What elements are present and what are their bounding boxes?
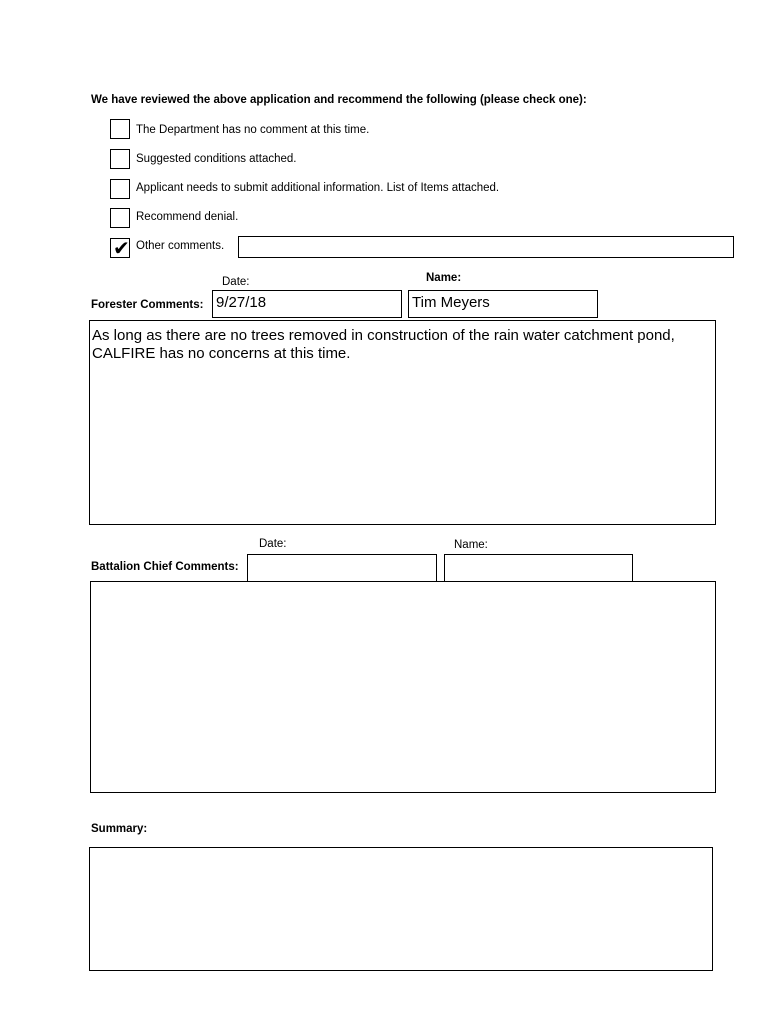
forester-comments-textarea[interactable]: As long as there are no trees removed in construction of the rain water catchment pond, CALFIRE has no concerns at this time. [89, 320, 716, 525]
option-denial-label: Recommend denial. [136, 211, 239, 223]
battalion-comments-textarea[interactable] [90, 581, 716, 793]
battalion-date-input[interactable] [247, 554, 437, 582]
other-comments-input[interactable] [238, 236, 734, 258]
review-instructions: We have reviewed the above application and recommend the following (please check one): [91, 94, 587, 106]
forester-name-label: Name: [426, 272, 462, 284]
summary-label: Summary: [91, 823, 148, 835]
option-other-comments-label: Other comments. [136, 240, 225, 252]
checkbox-other-comments[interactable] [110, 238, 130, 258]
checkbox-conditions-attached[interactable] [110, 149, 130, 169]
forester-name-input[interactable]: Tim Meyers [408, 290, 598, 318]
checkmark-icon: ✔ [113, 236, 130, 260]
option-additional-info-label: Applicant needs to submit additional information. List of Items attached. [136, 182, 500, 194]
battalion-comments-label: Battalion Chief Comments: [91, 561, 239, 573]
battalion-date-label: Date: [259, 538, 287, 550]
option-conditions-label: Suggested conditions attached. [136, 153, 297, 165]
battalion-name-input[interactable] [444, 554, 633, 582]
forester-date-input[interactable]: 9/27/18 [212, 290, 402, 318]
checkbox-additional-info[interactable] [110, 179, 130, 199]
battalion-name-label: Name: [454, 539, 488, 551]
forester-comments-label: Forester Comments: [91, 299, 204, 311]
forester-date-label: Date: [222, 276, 250, 288]
checkbox-no-comment[interactable] [110, 119, 130, 139]
option-no-comment-label: The Department has no comment at this time. [136, 124, 370, 136]
checkbox-recommend-denial[interactable] [110, 208, 130, 228]
summary-textarea[interactable] [89, 847, 713, 971]
